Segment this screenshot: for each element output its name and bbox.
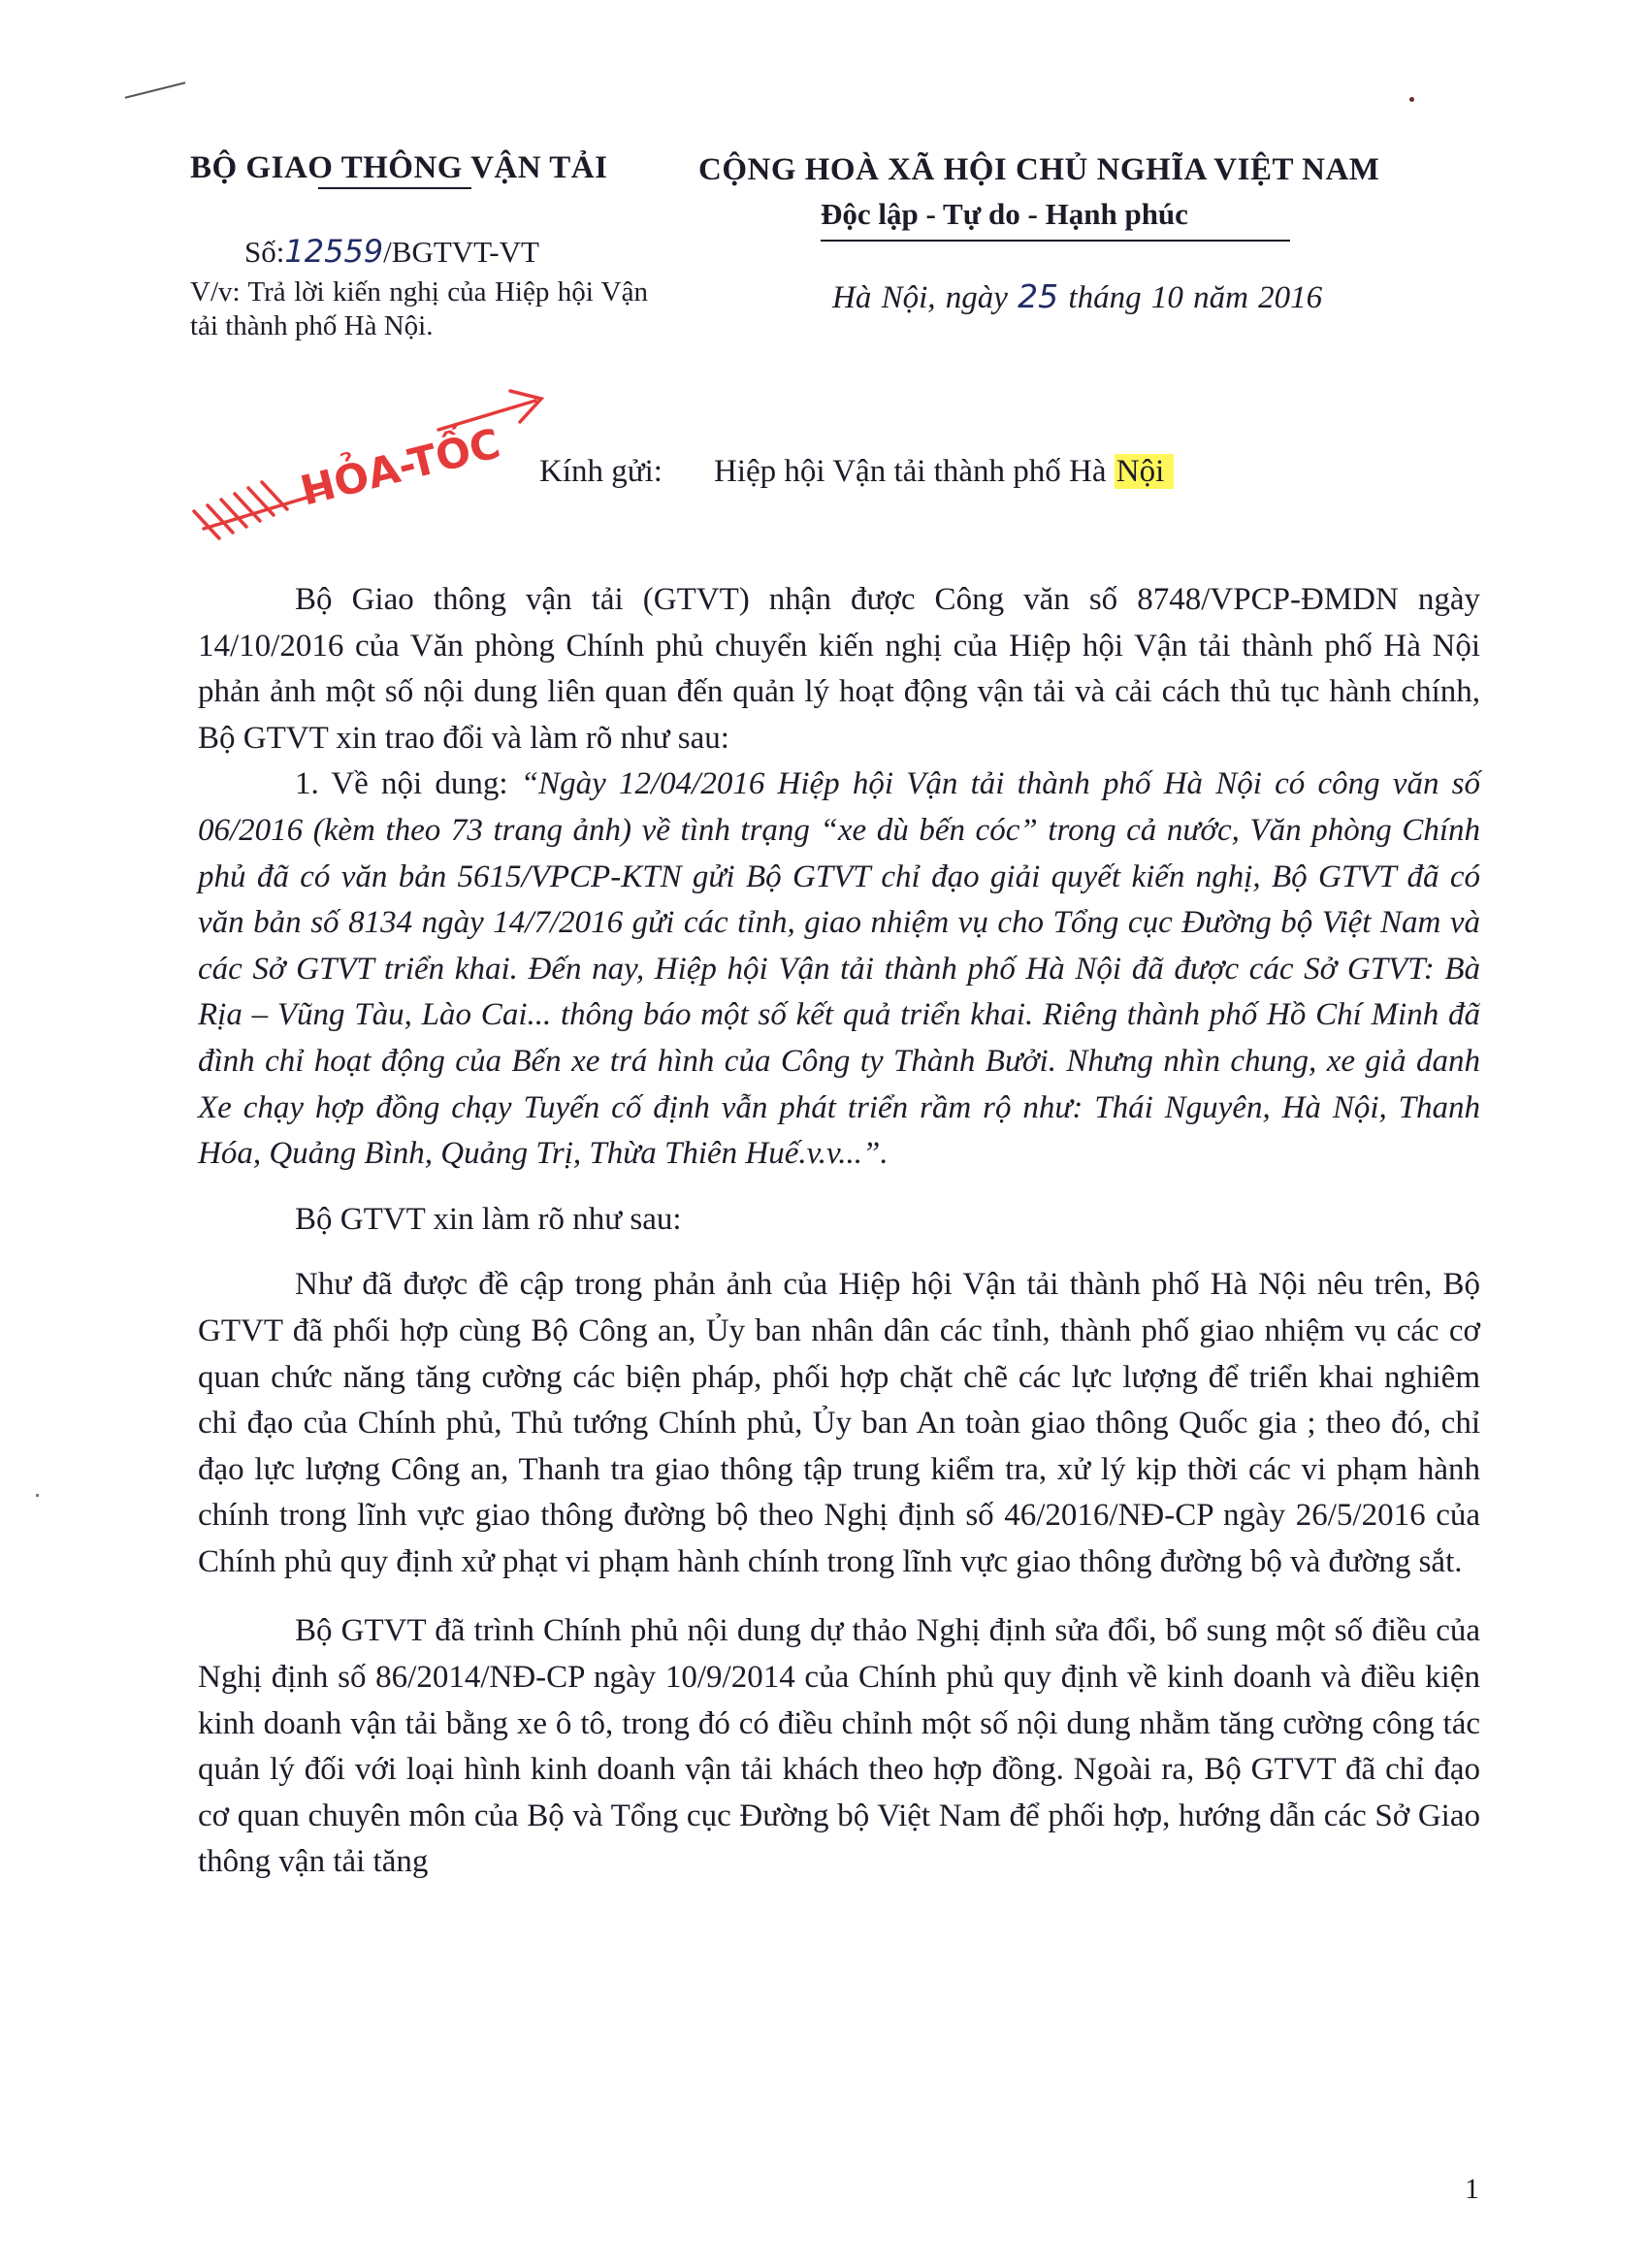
recipient-name-highlighted: Nội	[1115, 454, 1175, 489]
issue-lead: 1. Về nội dung:	[295, 766, 521, 802]
urgent-stamp-text: HỎA-TỐC	[295, 419, 505, 515]
ink-dot-mark	[1409, 97, 1414, 102]
letter-body	[198, 577, 1480, 1886]
republic-title: CỘNG HOÀ XÃ HỘI CHỦ NGHĨA VIỆT NAM	[698, 152, 1380, 187]
page-number: 1	[1465, 2173, 1479, 2205]
document-number	[244, 233, 539, 270]
doc-number-prefix: Số:	[244, 235, 285, 269]
paragraph-decree-amendment: Bộ GTVT đã trình Chính phủ nội dung dự thảo Nghị định sửa đổi, bổ sung một số điều của Nghị định số 86/2014/NĐ-CP ngày 10/9/2014 của Chính phủ quy định về kinh doanh và điều kiện kinh doanh vận tải bằng xe ô tô, trong đó có điều chỉnh một số nội dung nhằm tăng cường công tác quản lý đối với loại hình kinh doanh vận tải khách theo hợp đồng. Ngoài ra, Bộ GTVT đã chỉ đạo cơ quan chuyên môn của Bộ và Tổng cục Đường bộ Việt Nam để phối hợp, hướng dẫn các Sở Giao thông vận tải tăng	[198, 1613, 1480, 1880]
paragraph-clarify-heading: Bộ GTVT xin làm rõ như sau:	[295, 1201, 682, 1237]
date-day-handwritten: 25	[1018, 277, 1059, 315]
date-prefix: Hà Nội, ngày	[832, 280, 1008, 315]
paragraph-coordination: Như đã được đề cập trong phản ảnh của Hiệp hội Vận tải thành phố Hà Nội nêu trên, Bộ GTVT đã phối hợp cùng Bộ Công an, Ủy ban nhân dân các tỉnh, thành phố giao nhiệm vụ các cơ quan chức năng tăng cường các biện pháp, phối hợp chặt chẽ các lực lượng để triển khai nghiêm chỉ đạo của Chính phủ, Thủ tướng Chính phủ, Ủy ban An toàn giao thông Quốc gia ; theo đó, chỉ đạo lực lượng Công an, Thanh tra giao thông tập trung kiểm tra, xử lý kịp thời các vi phạm hành chính trong lĩnh vực giao thông đường bộ theo Nghị định số 46/2016/NĐ-CP ngày 26/5/2016 của Chính phủ quy định xử phạt vi phạm hành chính trong lĩnh vực giao thông đường bộ và đường sắt.	[198, 1267, 1480, 1579]
ministry-underline	[318, 187, 471, 189]
document-subject: V/v: Trả lời kiến nghị của Hiệp hội Vận tải thành phố Hà Nội.	[190, 276, 648, 341]
national-motto: Độc lập - Tự do - Hạnh phúc	[821, 197, 1188, 231]
doc-number-handwritten: 12559	[284, 233, 384, 270]
paragraph-intro: Bộ Giao thông vận tải (GTVT) nhận được Công văn số 8748/VPCP-ĐMDN ngày 14/10/2016 của Văn phòng Chính phủ chuyển kiến nghị của Hiệp hội Vận tải thành phố Hà Nội phản ảnh một số nội dung liên quan đến quản lý hoạt động vận tải và cải cách thủ tục hành chính, Bộ GTVT xin trao đổi và làm rõ như sau:	[198, 582, 1480, 756]
recipient-name: Hiệp hội Vận tải thành phố Hà	[714, 454, 1107, 489]
date-suffix: tháng 10 năm 2016	[1068, 280, 1323, 315]
date-line	[832, 277, 1322, 316]
margin-tick-mark	[36, 1494, 39, 1497]
recipient-label: Kính gửi:	[539, 454, 663, 489]
ministry-name: BỘ GIAO THÔNG VẬN TẢI	[190, 150, 608, 185]
issue-quote: “Ngày 12/04/2016 Hiệp hội Vận tải thành phố Hà Nội có công văn số 06/2016 (kèm theo 73 trang ảnh) về tình trạng “xe dù bến cóc” trong cả nước, Văn phòng Chính phủ đã có văn bản 5615/VPCP-KTN gửi Bộ GTVT chỉ đạo giải quyết kiến nghị, Bộ GTVT đã có văn bản số 8134 ngày 14/7/2016 gửi các tỉnh, giao nhiệm vụ cho Tổng cục Đường bộ Việt Nam và các Sở GTVT triển khai. Đến nay, Hiệp hội Vận tải thành phố Hà Nội đã được các Sở GTVT: Bà Rịa – Vũng Tàu, Lào Cai... thông báo một số kết quả triển khai. Riêng thành phố Hồ Chí Minh đã đình chỉ hoạt động của Bến xe trá hình của Công ty Thành Bưởi. Nhưng nhìn chung, xe giả danh Xe chạy hợp đồng chạy Tuyến cố định vẫn phát triển rầm rộ như: Thái Nguyên, Hà Nội, Thanh Hóa, Quảng Bình, Quảng Trị, Thừa Thiên Huế.v.v...”.	[198, 766, 1480, 1172]
pen-stroke-mark	[125, 81, 186, 98]
motto-underline	[821, 240, 1290, 242]
doc-number-suffix: /BGTVT-VT	[383, 235, 539, 269]
recipient-line	[539, 454, 1174, 490]
paragraph-quoted-issue	[198, 761, 1480, 1177]
urgent-stamp	[190, 383, 559, 567]
